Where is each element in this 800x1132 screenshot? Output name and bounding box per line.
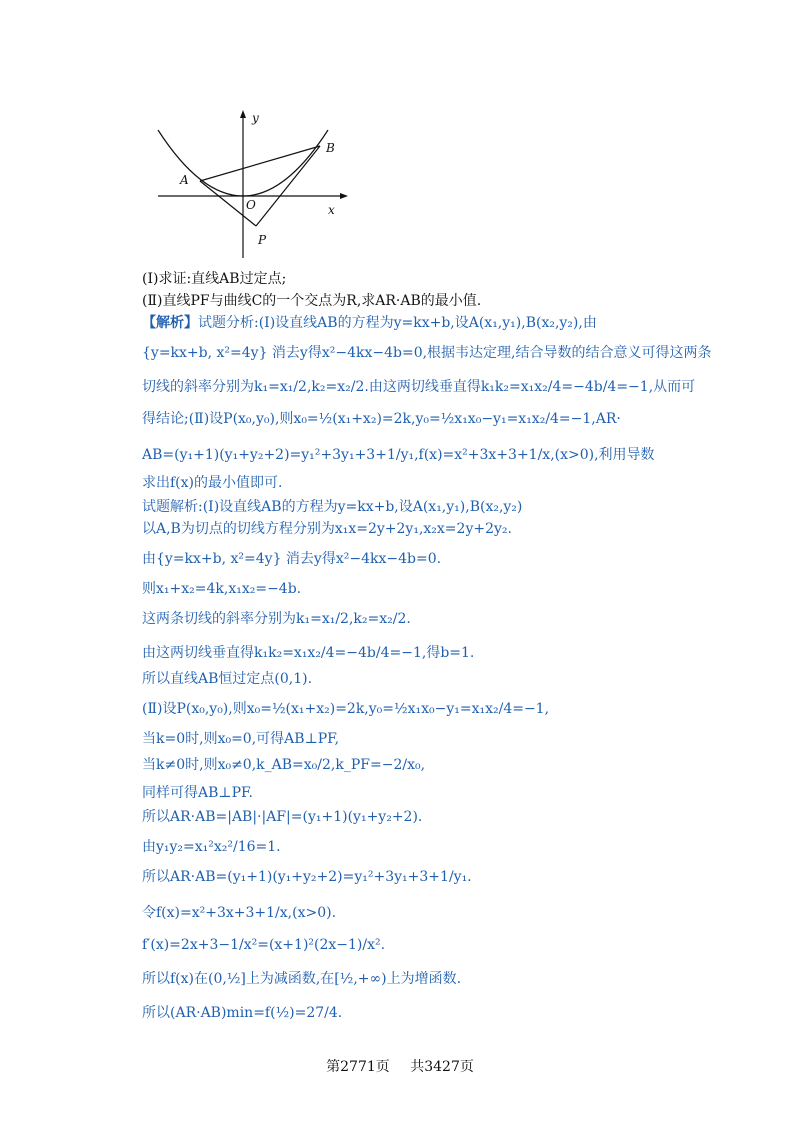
point-b-label: B: [326, 141, 335, 155]
solution-line-8: 当k=0时,则x₀=0,可得AB⊥PF,: [142, 731, 340, 747]
solution-line-1: 以A,B为切点的切线方程分别为x₁x=2y+2y₁,x₂x=2y+2y₂.: [142, 521, 512, 537]
analysis-line-4: AB=(y₁+1)(y₁+y₂+2)=y₁²+3y₁+3+1/y₁,f(x)=x²+3x+3+1/x,(x>0),利用导数: [142, 447, 655, 463]
solution-line-14: 令f(x)=x²+3x+3+1/x,(x>0).: [142, 905, 337, 921]
parabola-figure: [148, 108, 358, 258]
point-a-label: A: [180, 173, 189, 187]
analysis-label: 【解析】: [142, 315, 198, 331]
point-p-label: P: [258, 233, 267, 247]
parabola-diagram: [148, 108, 358, 258]
solution-line-16: 所以f(x)在(0,½]上为减函数,在[½,+∞)上为增函数.: [142, 971, 462, 987]
solution-line-12: 由y₁y₂=x₁²x₂²/16=1.: [142, 839, 281, 855]
analysis-line-3: 得结论;(Ⅱ)设P(x₀,y₀),则x₀=½(x₁+x₂)=2k,y₀=½x₁x₀−y₁=x₁x₂/4=−1,AR·: [142, 411, 621, 427]
analysis-line-2: 切线的斜率分别为k₁=x₁/2,k₂=x₂/2.由这两切线垂直得k₁k₂=x₁x₂/4=−4b/4=−1,从而可: [142, 379, 696, 395]
analysis-line-1: {y=kx+b, x²=4y} 消去y得x²−4kx−4b=0,根据韦达定理,结合导数的结合意义可得这两条: [142, 345, 712, 361]
analysis-text-0: 试题分析:(Ⅰ)设直线AB的方程为y=kx+b,设A(x₁,y₁),B(x₂,y₂),由: [198, 315, 597, 331]
page-number: 第2771页: [326, 1059, 390, 1075]
solution-line-0: 试题解析:(Ⅰ)设直线AB的方程为y=kx+b,设A(x₁,y₁),B(x₂,y₂): [142, 499, 523, 515]
point-o-label: O: [246, 198, 256, 212]
solution-line-10: 同样可得AB⊥PF.: [142, 785, 253, 801]
solution-line-7: (Ⅱ)设P(x₀,y₀),则x₀=½(x₁+x₂)=2k,y₀=½x₁x₀−y₁=x₁x₂/4=−1,: [142, 701, 550, 717]
question-part1: (Ⅰ)求证:直线AB过定点;: [142, 271, 287, 287]
solution-line-3: 则x₁+x₂=4k,x₁x₂=−4b.: [142, 581, 302, 597]
solution-line-4: 这两条切线的斜率分别为k₁=x₁/2,k₂=x₂/2.: [142, 611, 411, 627]
page-footer: [0, 1056, 800, 1076]
solution-line-9: 当k≠0时,则x₀≠0,k_AB=x₀/2,k_PF=−2/x₀,: [142, 757, 426, 773]
solution-line-6: 所以直线AB恒过定点(0,1).: [142, 671, 313, 687]
analysis-line-5: 求出f(x)的最小值即可.: [142, 475, 283, 491]
question-part2: (Ⅱ)直线PF与曲线C的一个交点为R,求AR·AB的最小值.: [142, 293, 482, 309]
solution-line-5: 由这两切线垂直得k₁k₂=x₁x₂/4=−4b/4=−1,得b=1.: [142, 645, 475, 661]
page-total: 共3427页: [410, 1059, 474, 1075]
solution-line-17: 所以(AR·AB)min=f(½)=27/4.: [142, 1005, 343, 1021]
solution-line-2: 由{y=kx+b, x²=4y} 消去y得x²−4kx−4b=0.: [142, 551, 442, 567]
axis-x-label: x: [328, 203, 335, 217]
analysis-line-0: [142, 314, 597, 332]
solution-line-15: f′(x)=2x+3−1/x²=(x+1)²(2x−1)/x².: [142, 937, 386, 953]
solution-line-11: 所以AR·AB=|AB|·|AF|=(y₁+1)(y₁+y₂+2).: [142, 809, 423, 825]
solution-line-13: 所以AR·AB=(y₁+1)(y₁+y₂+2)=y₁²+3y₁+3+1/y₁.: [142, 869, 472, 885]
axis-y-label: y: [252, 111, 259, 125]
